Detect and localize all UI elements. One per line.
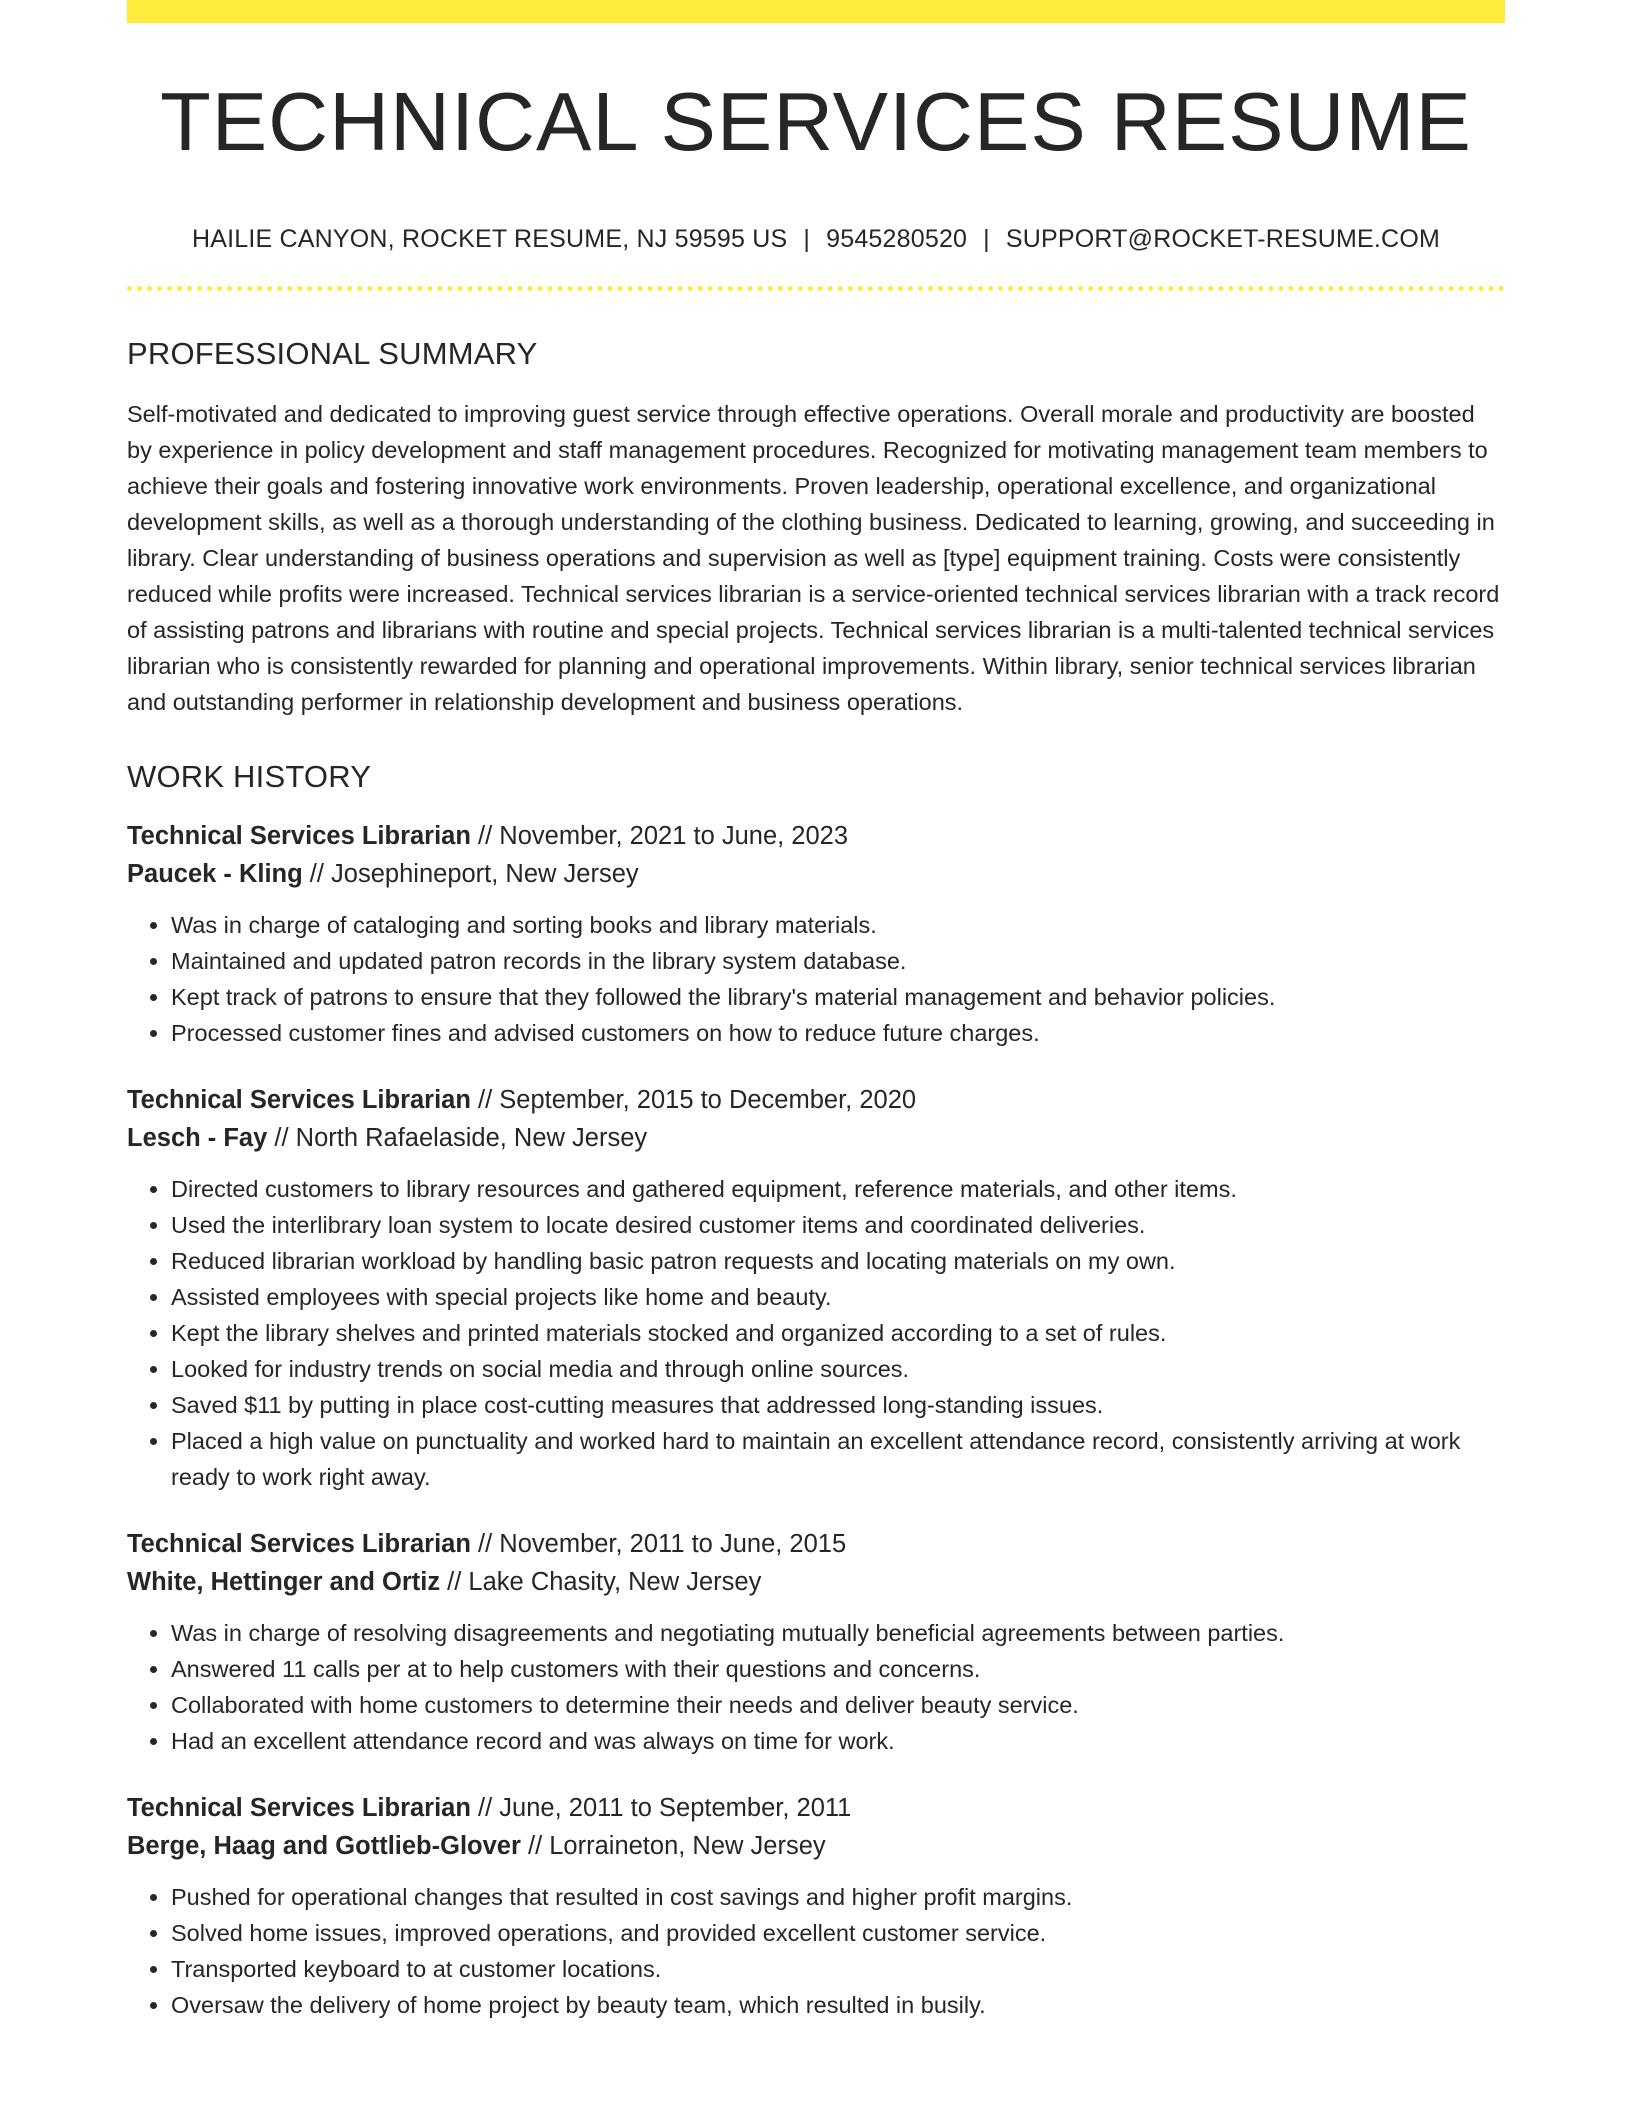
contact-phone: 9545280520 [826, 225, 968, 253]
job-bullet: • Assisted employees with special projects like home and beauty. [171, 1279, 1505, 1315]
job-dates: // June, 2011 to September, 2011 [470, 1794, 852, 1823]
contact-separator: | [803, 225, 811, 253]
job-location: // Lake Chasity, New Jersey [440, 1568, 762, 1597]
contact-separator: | [983, 225, 990, 253]
job-bullet: • Collaborated with home customers to determine their needs and deliver beauty service. [171, 1687, 1505, 1723]
job-bullet: • Maintained and updated patron records in the library system database. [171, 943, 1505, 979]
work-history-heading: WORK HISTORY [127, 759, 372, 795]
job-company-line [127, 1119, 1505, 1157]
job-dates: // September, 2015 to December, 2020 [470, 1086, 917, 1115]
job-bullets [127, 1615, 1505, 1759]
job-company-line [127, 855, 1505, 893]
job-bullet: • Placed a high value on punctuality and worked hard to maintain an excellent attendance record, consistently arriving at work ready to work right away. [171, 1423, 1505, 1495]
job-entry [127, 1081, 1505, 1495]
accent-top-bar [127, 0, 1505, 23]
job-company: White, Hettinger and Ortiz [127, 1568, 441, 1597]
job-bullet: • Processed customer fines and advised customers on how to reduce future charges. [171, 1015, 1505, 1051]
job-dates: // November, 2021 to June, 2023 [470, 822, 849, 851]
job-location: // North Rafaelaside, New Jersey [267, 1124, 648, 1153]
work-history-list [127, 817, 1505, 2023]
job-title: Technical Services Librarian [127, 1794, 471, 1823]
job-bullet: • Solved home issues, improved operations, and provided excellent customer service. [171, 1915, 1505, 1951]
job-title: Technical Services Librarian [127, 822, 471, 851]
job-company-line [127, 1827, 1505, 1865]
job-title-line [127, 817, 1505, 855]
job-title: Technical Services Librarian [127, 1086, 471, 1115]
job-bullet: • Had an excellent attendance record and was always on time for work. [171, 1723, 1505, 1759]
contact-line [127, 224, 1505, 254]
job-company: Paucek - Kling [127, 860, 303, 889]
job-bullet: • Was in charge of cataloging and sorting books and library materials. [171, 907, 1505, 943]
job-bullet: • Was in charge of resolving disagreements and negotiating mutually beneficial agreements between parties. [171, 1615, 1505, 1651]
job-bullet: • Answered 11 calls per at to help customers with their questions and concerns. [171, 1651, 1505, 1687]
job-title: Technical Services Librarian [127, 1530, 471, 1559]
dotted-divider [127, 286, 1505, 291]
summary-text: Self-motivated and dedicated to improving guest service through effective operations. Overall morale and productivity are boosted by experience in policy development and staff management procedures. Recognized for motivating management team members to achieve their goals and fostering innovative work environments. Proven leadership, operational excellence, and organizational development skills, as well as a thorough understanding of the clothing business. Dedicated to learning, growing, and succeeding in library. Clear understanding of business operations and supervision as well as [type] equipment training. Costs were consistently reduced while profits were increased. Technical services librarian is a service-oriented technical services librarian with a track record of assisting patrons and librarians with routine and special projects. Technical services librarian is a multi-talented technical services librarian who is consistently rewarded for planning and operational improvements. Within library, senior technical services librarian and outstanding performer in relationship development and business operations. [127, 401, 1500, 716]
job-company: Lesch - Fay [127, 1124, 268, 1153]
job-entry [127, 1789, 1505, 2023]
job-title-line [127, 1081, 1505, 1119]
job-dates: // November, 2011 to June, 2015 [470, 1530, 847, 1559]
resume-page [127, 0, 1505, 2023]
job-bullet: • Used the interlibrary loan system to locate desired customer items and coordinated deliveries. [171, 1207, 1505, 1243]
job-bullet: • Looked for industry trends on social media and through online sources. [171, 1351, 1505, 1387]
job-bullet: • Reduced librarian workload by handling basic patron requests and locating materials on my own. [171, 1243, 1505, 1279]
job-title-line [127, 1789, 1505, 1827]
job-bullets [127, 907, 1505, 1051]
job-bullet: • Saved $11 by putting in place cost-cutting measures that addressed long-standing issues. [171, 1387, 1505, 1423]
job-location: // Lorraineton, New Jersey [520, 1832, 826, 1861]
job-bullet: • Oversaw the delivery of home project by beauty team, which resulted in busily. [171, 1987, 1505, 2023]
job-bullets [127, 1879, 1505, 2023]
job-bullets [127, 1171, 1505, 1495]
job-bullet: • Pushed for operational changes that resulted in cost savings and higher profit margins. [171, 1879, 1505, 1915]
job-entry [127, 817, 1505, 1051]
job-title-line [127, 1525, 1505, 1563]
contact-address: HAILIE CANYON, ROCKET RESUME, NJ 59595 US [191, 225, 788, 253]
job-bullet: • Kept the library shelves and printed materials stocked and organized according to a set of rules. [171, 1315, 1505, 1351]
job-entry [127, 1525, 1505, 1759]
job-company-line [127, 1563, 1505, 1601]
contact-email: SUPPORT@ROCKET-RESUME.COM [1005, 225, 1440, 253]
summary-heading: PROFESSIONAL SUMMARY [127, 336, 538, 371]
job-bullet: • Directed customers to library resources and gathered equipment, reference materials, and other items. [171, 1171, 1505, 1207]
job-location: // Josephineport, New Jersey [302, 860, 639, 889]
job-bullet: • Kept track of patrons to ensure that they followed the library's material management and behavior policies. [171, 979, 1505, 1015]
resume-title: TECHNICAL SERVICES RESUME [160, 75, 1472, 168]
job-bullet: • Transported keyboard to at customer locations. [171, 1951, 1505, 1987]
job-company: Berge, Haag and Gottlieb-Glover [127, 1832, 521, 1861]
